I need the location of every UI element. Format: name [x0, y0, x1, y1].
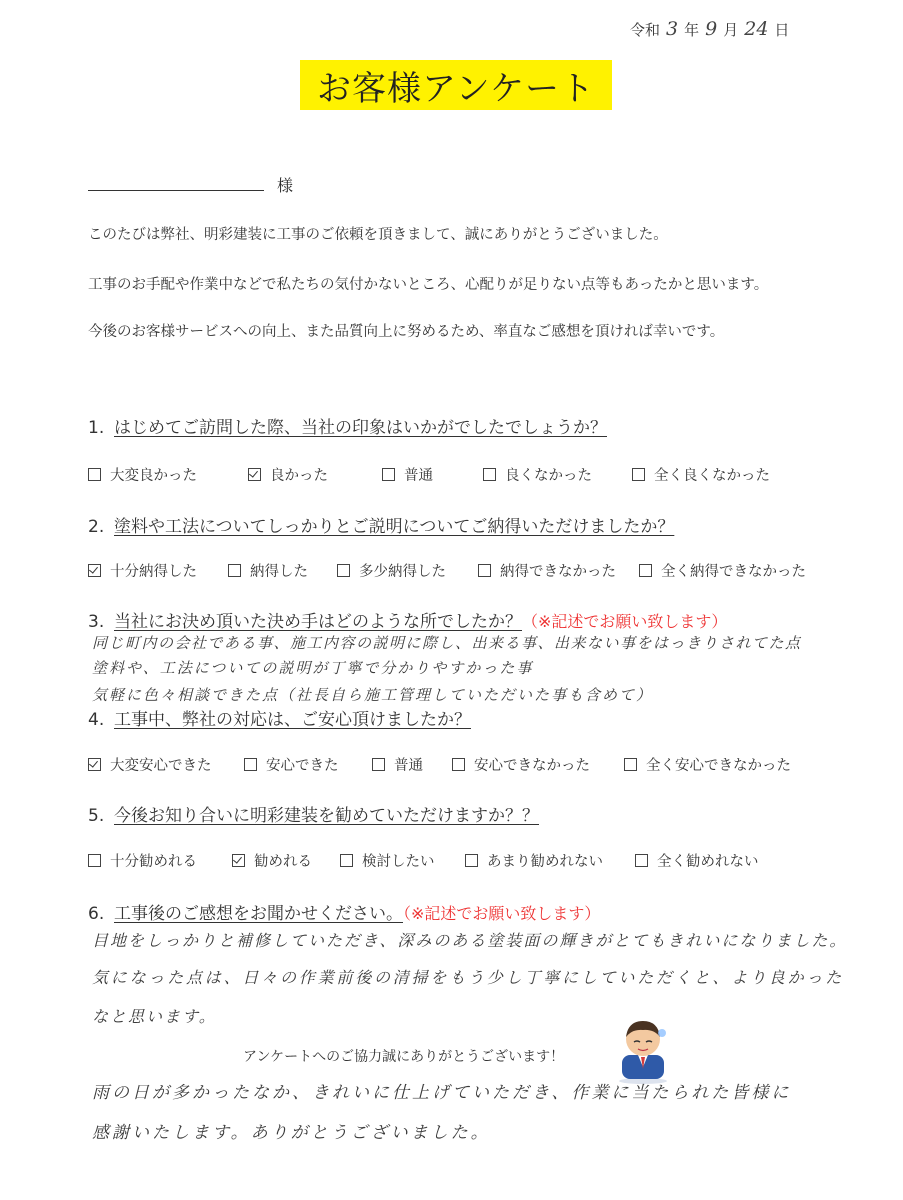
q2-option-4[interactable] — [478, 560, 616, 581]
option-label: 検討したい — [362, 854, 435, 870]
q2-option-2[interactable] — [228, 560, 308, 581]
option-label: 納得した — [250, 564, 308, 580]
checkbox[interactable] — [452, 758, 465, 771]
option-label: あまり勧めれない — [487, 854, 603, 870]
option-label: 多少納得した — [359, 564, 446, 580]
question-number: 3. — [88, 612, 105, 632]
question-number: 2. — [88, 517, 105, 537]
checkbox[interactable] — [632, 468, 645, 481]
option-label: 全く安心できなかった — [646, 758, 791, 774]
option-label: 普通 — [404, 468, 433, 484]
question-text: 今後お知り合いに明彩建装を勧めていただけますか？？ — [114, 806, 539, 826]
q3-answer-line-3: 気軽に色々相談できた点（社長自ら施工管理していただいた事も含めて） — [92, 686, 654, 704]
q1-option-1[interactable] — [88, 464, 197, 485]
q2-option-3[interactable] — [337, 560, 446, 581]
closing-note-line-2: 感謝いたします。ありがとうございました。 — [92, 1123, 491, 1143]
intro-line-2: 工事のお手配や作業中などで私たちの気付かないところ、心配りが足りない点等もあったかと思います。 — [88, 277, 769, 293]
option-label: 十分納得した — [110, 564, 197, 580]
q4-option-1[interactable] — [88, 754, 212, 775]
checkbox[interactable] — [624, 758, 637, 771]
date-day: 24 — [744, 18, 769, 40]
date-year-unit: 年 — [684, 21, 700, 39]
question-1 — [88, 413, 607, 438]
date-month: 9 — [705, 18, 718, 40]
q1-option-5[interactable] — [632, 464, 770, 485]
question-note: （※記述でお願い致します） — [403, 904, 601, 923]
q6-answer-line-2: 気になった点は、日々の作業前後の清掃をもう少し丁寧にしていただくと、より良かった — [92, 968, 845, 987]
question-text: 塗料や工法についてしっかりとご説明についてご納得いただけましたか？ — [114, 517, 675, 537]
date-era: 令和 — [630, 21, 661, 39]
checkbox[interactable] — [228, 564, 241, 577]
option-label: 良かった — [270, 468, 328, 484]
checkbox[interactable] — [465, 854, 478, 867]
checkbox[interactable] — [88, 854, 101, 867]
option-label: 大変安心できた — [110, 758, 212, 774]
thanks-message: アンケートへのご協力誠にありがとうございます！ — [243, 1049, 565, 1065]
q3-answer-line-2: 塗料や、工法についての説明が丁寧で分かりやすかった事 — [92, 659, 534, 677]
q2-option-5[interactable] — [639, 560, 806, 581]
question-5 — [88, 801, 539, 826]
question-3 — [88, 607, 727, 632]
option-label: 全く納得できなかった — [661, 564, 806, 580]
q6-answer-line-3: なと思います。 — [92, 1007, 217, 1026]
option-label: 全く勧めれない — [657, 854, 759, 870]
checkbox[interactable] — [337, 564, 350, 577]
survey-date — [630, 18, 789, 40]
checkbox[interactable] — [639, 564, 652, 577]
question-number: 6. — [88, 904, 105, 924]
intro-line-1: このたびは弊社、明彩建装に工事のご依頼を頂きまして、誠にありがとうございました。 — [88, 227, 668, 243]
option-label: 大変良かった — [110, 468, 197, 484]
q4-option-2[interactable] — [244, 754, 339, 775]
recipient-name-line — [88, 190, 264, 191]
mascot-bowing-icon — [610, 1015, 676, 1085]
checkbox-checked[interactable] — [232, 854, 245, 867]
checkbox[interactable] — [382, 468, 395, 481]
checkbox[interactable] — [478, 564, 491, 577]
q4-option-3[interactable] — [372, 754, 423, 775]
question-number: 4. — [88, 710, 105, 730]
checkbox[interactable] — [483, 468, 496, 481]
question-number: 1. — [88, 418, 105, 438]
checkbox[interactable] — [340, 854, 353, 867]
q5-option-1[interactable] — [88, 850, 197, 871]
closing-note-line-1: 雨の日が多かったなか、きれいに仕上げていただき、作業に当たられた皆様に — [92, 1083, 792, 1103]
checkbox[interactable] — [88, 468, 101, 481]
option-label: 納得できなかった — [500, 564, 616, 580]
q1-option-4[interactable] — [483, 464, 592, 485]
option-label: 十分勧めれる — [110, 854, 197, 870]
date-day-unit: 日 — [774, 21, 790, 39]
question-2 — [88, 512, 674, 537]
question-text: 工事後のご感想をお聞かせください。 — [114, 904, 403, 924]
checkbox[interactable] — [244, 758, 257, 771]
option-label: 良くなかった — [505, 468, 592, 484]
q5-option-5[interactable] — [635, 850, 759, 871]
checkbox[interactable] — [372, 758, 385, 771]
question-text: 工事中、弊社の対応は、ご安心頂けましたか？ — [114, 710, 471, 730]
q5-option-2[interactable] — [232, 850, 312, 871]
q3-answer-line-1: 同じ町内の会社である事、施工内容の説明に際し、出来る事、出来ない事をはっきりされてた点 — [92, 634, 802, 652]
q5-option-3[interactable] — [340, 850, 435, 871]
checkbox-checked[interactable] — [248, 468, 261, 481]
date-year: 3 — [666, 18, 679, 40]
q1-option-3[interactable] — [382, 464, 433, 485]
q5-option-4[interactable] — [465, 850, 603, 871]
recipient-suffix: 様 — [277, 176, 294, 195]
option-label: 勧めれる — [254, 854, 312, 870]
q1-option-2[interactable] — [248, 464, 328, 485]
intro-line-3: 今後のお客様サービスへの向上、また品質向上に努めるため、率直なご感想を頂ければ幸いです。 — [88, 324, 725, 340]
question-6 — [88, 899, 600, 924]
question-number: 5. — [88, 806, 105, 826]
q4-option-4[interactable] — [452, 754, 590, 775]
checkbox-checked[interactable] — [88, 758, 101, 771]
option-label: 普通 — [394, 758, 423, 774]
checkbox[interactable] — [635, 854, 648, 867]
q4-option-5[interactable] — [624, 754, 791, 775]
question-text: はじめてご訪問した際、当社の印象はいかがでしたでしょうか？ — [114, 418, 607, 438]
option-label: 安心できた — [266, 758, 339, 774]
survey-title: お客様アンケート — [300, 60, 612, 110]
option-label: 安心できなかった — [474, 758, 590, 774]
question-text: 当社にお決め頂いた決め手はどのような所でしたか？ — [114, 612, 522, 632]
question-note: （※記述でお願い致します） — [522, 612, 728, 631]
date-month-unit: 月 — [723, 21, 739, 39]
question-4 — [88, 705, 471, 730]
q6-answer-line-1: 目地をしっかりと補修していただき、深みのある塗装面の輝きがとてもきれいになりました。 — [92, 931, 848, 950]
q2-option-1[interactable] — [88, 560, 197, 581]
checkbox-checked[interactable] — [88, 564, 101, 577]
option-label: 全く良くなかった — [654, 468, 770, 484]
